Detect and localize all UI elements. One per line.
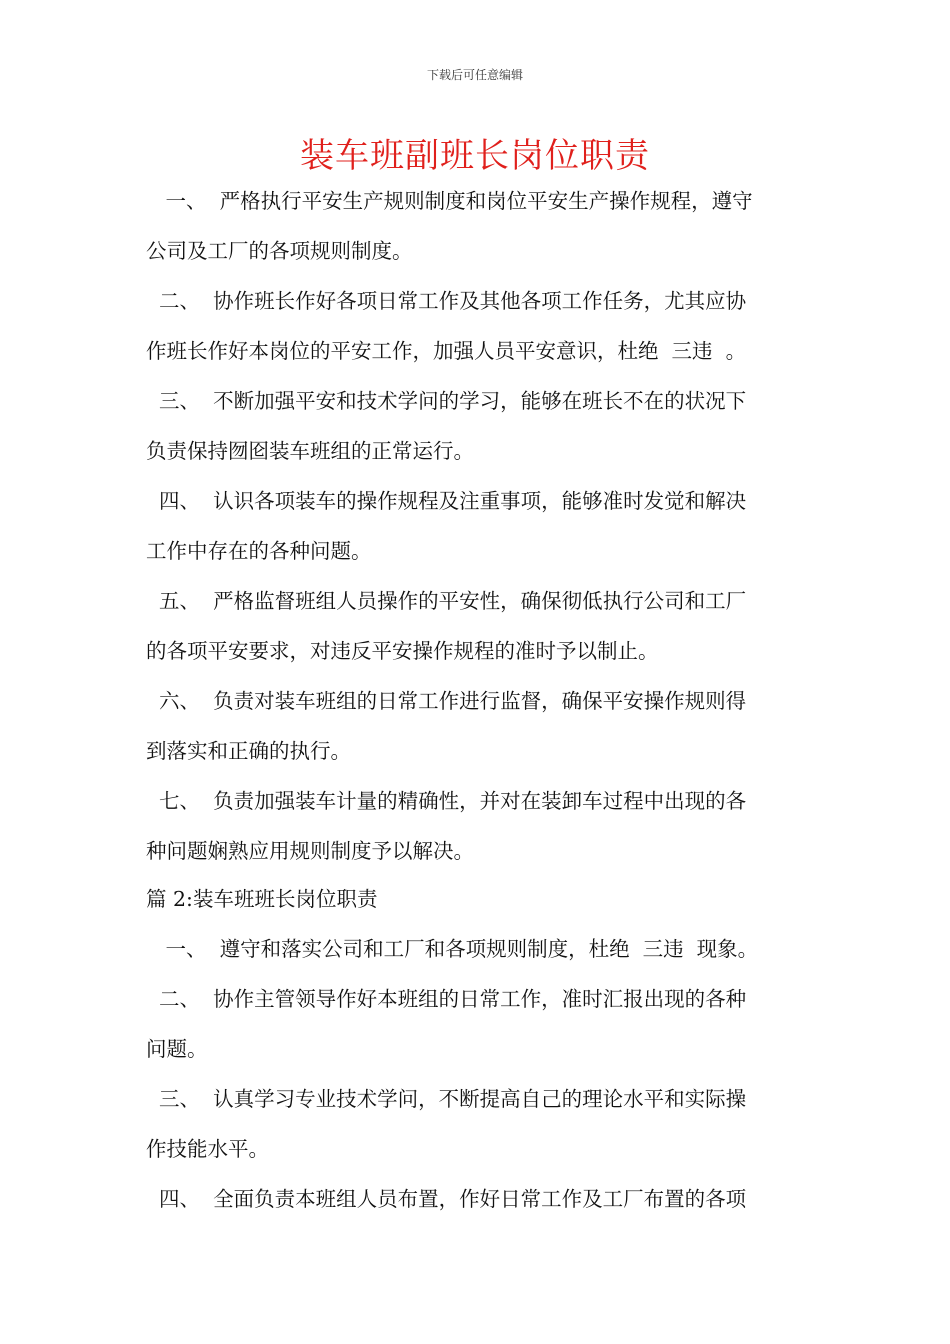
text-line: 二、 协作班长作好各项日常工作及其他各项工作任务，尤其应协 — [146, 289, 747, 313]
header-note: 下载后可任意编辑 — [426, 68, 523, 82]
document-title: 装车班副班长岗位职责 — [300, 136, 650, 176]
text-line: 作班长作好本岗位的平安工作，加强人员平安意识，杜绝 三违 。 — [146, 339, 747, 363]
text-line: 七、 负责加强装车计量的精确性，并对在装卸车过程中出现的各 — [146, 789, 747, 813]
text-line: 工作中存在的各种问题。 — [146, 539, 372, 563]
text-line: 四、 全面负责本班组人员布置，作好日常工作及工厂布置的各项 — [146, 1187, 747, 1211]
text-line: 二、 协作主管领导作好本班组的日常工作，准时汇报出现的各种 — [146, 987, 747, 1011]
text-line: 三、 不断加强平安和技术学问的学习，能够在班长不在的状况下 — [146, 389, 747, 413]
text-line: 到落实和正确的执行。 — [146, 739, 351, 763]
section-heading: 篇 2:装车班班长岗位职责 — [146, 887, 378, 911]
text-line: 种问题娴熟应用规则制度予以解决。 — [146, 839, 474, 863]
text-line: 六、 负责对装车班组的日常工作进行监督，确保平安操作规则得 — [146, 689, 747, 713]
text-line: 五、 严格监督班组人员操作的平安性，确保彻低执行公司和工厂 — [146, 589, 747, 613]
text-line: 公司及工厂的各项规则制度。 — [146, 239, 413, 263]
text-line: 问题。 — [146, 1037, 208, 1061]
text-line: 的各项平安要求，对违反平安操作规程的准时予以制止。 — [146, 639, 659, 663]
text-line: 一、 严格执行平安生产规则制度和岗位平安生产操作规程，遵守 — [146, 189, 753, 213]
text-line: 三、 认真学习专业技术学问，不断提高自己的理论水平和实际操 — [146, 1087, 747, 1111]
text-line: 四、 认识各项装车的操作规程及注重事项，能够准时发觉和解决 — [146, 489, 747, 513]
text-line: 负责保持囫囵装车班组的正常运行。 — [146, 439, 474, 463]
text-line: 一、 遵守和落实公司和工厂和各项规则制度，杜绝 三违 现象。 — [146, 937, 759, 961]
text-line: 作技能水平。 — [146, 1137, 269, 1161]
